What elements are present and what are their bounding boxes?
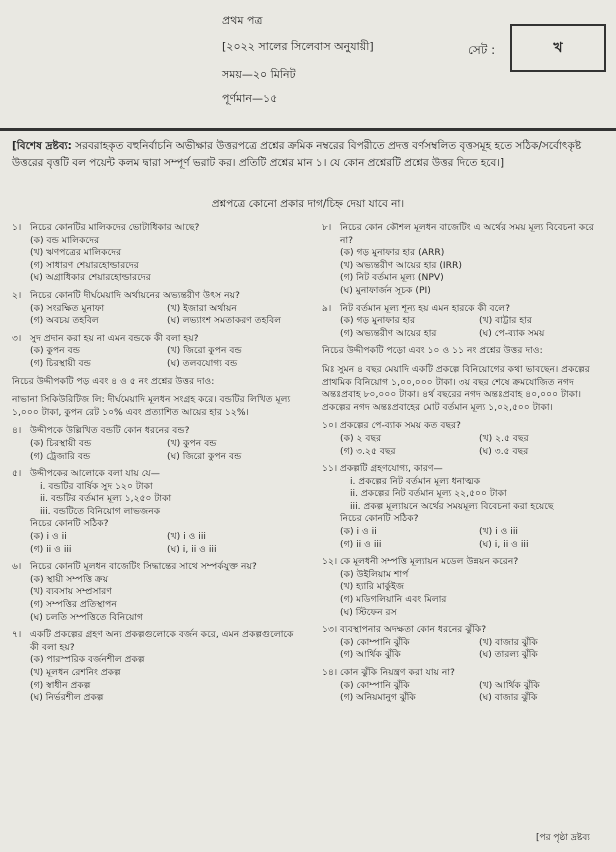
option: (গ) স্বাধীন প্রকল্প bbox=[30, 679, 91, 691]
options bbox=[322, 680, 608, 705]
question-stem bbox=[322, 624, 608, 637]
option: (ঘ) i, ii ও iii bbox=[479, 538, 529, 550]
options bbox=[12, 531, 294, 556]
options bbox=[12, 235, 294, 285]
question-stem bbox=[322, 667, 608, 680]
option: (গ) সম্পত্তির প্রতিস্থাপন bbox=[30, 599, 117, 611]
question-number: ১২। bbox=[322, 556, 338, 568]
question-text: ব্যবস্থাপনার অদক্ষতা কোন ধরনের ঝুঁকি? bbox=[340, 624, 487, 636]
marks-label: পূর্ণমান—১৫ bbox=[222, 92, 278, 105]
question-text: নিচের কোন কৌশল মূলধন বাজেটিং এ অর্থের সময় মূল্য বিবেচনা করে না? bbox=[340, 222, 594, 246]
right-column bbox=[322, 222, 608, 710]
time-label: সময়—২০ মিনিট bbox=[222, 68, 296, 81]
option: (ঘ) পে-ব্যাক সময় bbox=[479, 327, 545, 339]
option: (ঘ) তারল্য ঝুঁকি bbox=[479, 649, 538, 661]
question-stem bbox=[12, 468, 294, 481]
sub-question: নিচের কোনটি সঠিক? bbox=[340, 513, 419, 525]
question-text: প্রকল্পের পে-ব্যাক সময় কত বছর? bbox=[340, 420, 461, 432]
option: (ক) বন্ড মালিকদের bbox=[30, 234, 100, 246]
question bbox=[322, 556, 608, 619]
question-number: ১০। bbox=[322, 420, 338, 432]
option: (ক) কোম্পানি ঝুঁকি bbox=[340, 636, 410, 648]
passage-text: নাভানা সিকিউরিটিজ লি: দীর্ঘমেয়াদি মূলধন সংগ্রহ করে। বন্ডটির লিখিত মূল্য ১,০০০ টাকা, কুপন রেট ১০% এবং প্রত্যাশিত আয়ের হার ১২%। bbox=[12, 394, 291, 418]
option: (ঘ) জিরো কুপন বন্ড bbox=[167, 450, 242, 462]
question-stem bbox=[322, 463, 608, 476]
option-row bbox=[340, 692, 608, 705]
question-text: প্রকল্পটি গ্রহণযোগ্য, কারণ— bbox=[340, 463, 443, 475]
question bbox=[322, 222, 608, 298]
option-row bbox=[340, 328, 608, 341]
options bbox=[322, 315, 608, 340]
options bbox=[322, 247, 608, 297]
options bbox=[12, 654, 294, 704]
option-row bbox=[30, 544, 294, 557]
option: (ঘ) বাজার ঝুঁকি bbox=[479, 692, 538, 704]
question bbox=[12, 468, 294, 556]
passage-stem: নিচের উদ্দীপকটি পড়ো এবং ১০ ও ১১ নং প্রশ্নের উত্তর দাও: bbox=[322, 345, 543, 357]
question bbox=[322, 463, 608, 551]
option: (ঘ) মুনাফাৰ্জন সূচক (PI) bbox=[340, 284, 431, 296]
option-row bbox=[30, 438, 294, 451]
paper-title: প্রথম পত্র bbox=[222, 14, 263, 27]
instruction-body: সরবরাহকৃত বহুনির্বাচনি অভীক্ষার উত্তরপত্রে প্রশ্নের ক্রমিক নম্বরের বিপরীতে প্রদত্ত বর্ণসম্বলিত বৃত্তসমূহ হতে সঠিক/সর্বোৎকৃষ্ট উত্তরের বৃত্তটি বল পয়েন্ট কলম দ্বারা সম্পূর্ণ ভরাট কর। প্রতিটি প্রশ্নের মান ১। যে কোন প্রশ্নেরটি প্রশ্নের উত্তর দিতে হবে।] bbox=[12, 140, 582, 169]
question-number: ৭। bbox=[12, 629, 22, 641]
option: (খ) জিরো কুপন বন্ড bbox=[167, 345, 242, 357]
option: (গ) মডিগলিয়ানি এবং মিলার bbox=[340, 594, 447, 606]
question-stem bbox=[12, 425, 294, 438]
option: (ঘ) অগ্রাধিকার শেয়ারহোল্ডারদের bbox=[30, 272, 151, 284]
option-row bbox=[30, 345, 294, 358]
option: (ক) ২ বছর bbox=[340, 432, 382, 444]
question-number: ৯। bbox=[322, 302, 332, 314]
option: (ঘ) ৩.৫ বছর bbox=[479, 445, 529, 457]
option: (খ) বাট্টার হার bbox=[479, 315, 532, 327]
question-stem bbox=[322, 222, 608, 247]
option: (গ) অনিয়মানুগ ঝুঁকি bbox=[340, 692, 416, 704]
option: (ক) i ও ii bbox=[340, 526, 377, 538]
option: (গ) ii ও iii bbox=[340, 538, 382, 550]
options bbox=[12, 438, 294, 463]
option: (ক) গড় মুনাফার হার bbox=[340, 315, 416, 327]
options bbox=[12, 345, 294, 370]
option: (ঘ) নির্ভরশীল প্রকল্প bbox=[30, 692, 104, 704]
question-number: ২। bbox=[12, 289, 22, 301]
question-number: ৫। bbox=[12, 468, 22, 480]
option-row bbox=[340, 637, 608, 650]
option: (খ) আর্থিক ঝুঁকি bbox=[479, 679, 540, 691]
option-row bbox=[30, 315, 294, 328]
option: (ক) উইলিয়াম শার্প bbox=[340, 568, 409, 580]
option: (ঘ) তলবযোগ্য বন্ড bbox=[167, 357, 238, 369]
options bbox=[322, 569, 608, 619]
option-row bbox=[30, 303, 294, 316]
question-number: ১৪। bbox=[322, 667, 338, 678]
set-value: খ bbox=[553, 40, 563, 56]
option: (ঘ) লভ্যাংশ সমতাকরণ তহবিল bbox=[167, 315, 282, 327]
sub-question: নিচের কোনটি সঠিক? bbox=[30, 518, 109, 530]
question-number: ১। bbox=[12, 222, 22, 233]
option-row bbox=[340, 433, 608, 446]
option: (খ) i ও iii bbox=[479, 526, 518, 538]
question-stem bbox=[12, 290, 294, 303]
instruction-block bbox=[12, 138, 608, 172]
option: (ঘ) চলতি সম্পত্তিতে বিনিয়োগ bbox=[30, 611, 144, 623]
question bbox=[12, 333, 294, 371]
option: (খ) হ্যারি মার্কুইজ bbox=[340, 581, 405, 593]
option: (গ) চিরস্থায়ী বন্ড bbox=[30, 357, 91, 369]
question-stem bbox=[322, 420, 608, 433]
instruction-warning: প্রশ্নপত্রে কোনো প্রকার দাগ/চিহ্ন দেয়া যাবে না। bbox=[211, 198, 405, 210]
question bbox=[322, 420, 608, 458]
option: (ক) গড় মুনাফার হার (ARR) bbox=[340, 247, 445, 259]
statement: i. বন্ডটির বার্ষিক সুদ ১২০ টাকা bbox=[40, 480, 153, 492]
question-text: কে মূলধনী সম্পত্তি মূল্যায়ন মডেল উন্নয়ন করেন? bbox=[340, 556, 519, 568]
options bbox=[322, 637, 608, 662]
option-row bbox=[340, 315, 608, 328]
option-row bbox=[340, 649, 608, 662]
option: (গ) অভ্যন্তরীণ আয়ের হার bbox=[340, 327, 437, 339]
question bbox=[322, 303, 608, 341]
option-row bbox=[340, 446, 608, 459]
options bbox=[12, 303, 294, 328]
question-text: উদ্দীপকের আলোকে বলা যায় যে— bbox=[30, 468, 160, 480]
question-number: ৩। bbox=[12, 332, 22, 344]
statement: ii. বন্ডটির বর্তমান মূল্য ১,২৫০ টাকা bbox=[40, 493, 172, 505]
statement: iii. প্রকল্প মূল্যায়নে অর্থের সময়মূল্য বিবেচনা করা হয়েছে bbox=[350, 500, 554, 512]
question-text: নিচের কোনটি মূলধন বাজেটিং সিদ্ধান্তের সাথে সম্পর্কযুক্ত নয়? bbox=[30, 561, 257, 573]
left-column bbox=[12, 222, 294, 710]
question-text: কোন ঝুঁকি নিয়ন্ত্রণ করা যায় না? bbox=[340, 667, 455, 678]
option-row bbox=[30, 531, 294, 544]
question bbox=[12, 222, 294, 285]
options bbox=[322, 433, 608, 458]
option: (গ) অবচয় তহবিল bbox=[30, 315, 99, 327]
options bbox=[322, 526, 608, 551]
question-number: ১১। bbox=[322, 463, 338, 475]
question-text: নিচের কোনটির মালিকদের ভোটাধিকার আছে? bbox=[30, 222, 200, 233]
question-text: নিট বর্তমান মূল্য শূন্য হয় এমন হারকে কী বলে? bbox=[340, 302, 510, 314]
option: (খ) ২.৫ বছর bbox=[479, 432, 529, 444]
option: (ক) চিরস্থায়ী বন্ড bbox=[30, 437, 92, 449]
option: (গ) ট্রেজারি বন্ড bbox=[30, 450, 91, 462]
option: (ঘ) i, ii ও iii bbox=[167, 543, 217, 555]
option: (গ) নিট বর্তমান মূল্য (NPV) bbox=[340, 272, 444, 284]
option: (খ) ইজারা অর্থায়ন bbox=[167, 302, 237, 314]
option: (খ) বাজার ঝুঁকি bbox=[479, 636, 538, 648]
question-number: ১৩। bbox=[322, 624, 338, 636]
question-number: ৪। bbox=[12, 425, 22, 437]
options bbox=[12, 574, 294, 624]
option: (গ) আর্থিক ঝুঁকি bbox=[340, 649, 401, 661]
question bbox=[322, 667, 608, 705]
statement: i. প্রকল্পের নিট বর্তমান মূল্য ধনাত্মক bbox=[350, 475, 481, 487]
question-stem bbox=[12, 561, 294, 574]
passage-stem: নিচের উদ্দীপকটি পড় এবং ৪ ও ৫ নং প্রশ্নের উত্তর দাও: bbox=[12, 375, 215, 387]
passage-text: মিঃ সুমন ৪ বছর মেয়াদি একটি প্রকল্পে বিনিয়োগের কথা ভাবছেন। প্রকল্পের প্রাথমিক বিনিয়োগ ১,০০,০০০ টাকা। ৩য় বছর শেষে ক্রমযোজিত নগদ অন্তঃপ্রবাহ ৮০,০০০ টাকা। ৪র্থ বছরের নগদ অন্তঃপ্রবাহ ৪০,০০০ টাকা। প্রকল্পের নগদ অন্তঃপ্রবাহের মোট বর্তমান মূল্য ১,০২,৫০০ টাকা। bbox=[322, 363, 590, 413]
question bbox=[12, 629, 294, 705]
question-stem bbox=[322, 303, 608, 316]
question-stem bbox=[12, 222, 294, 235]
syllabus-note: [২০২২ সালের সিলেবাস অনুযায়ী] bbox=[222, 40, 374, 53]
question-text: একটি প্রকল্পের গ্রহণ অন্য প্রকল্পগুলোকে বর্জন করে, এমন প্রকল্পগুলোকে কী বলা হয়? bbox=[30, 629, 294, 653]
question-text: সুদ প্রদান করা হয় না এমন বন্ডকে কী বলা হয়? bbox=[30, 332, 199, 344]
question-stem bbox=[12, 629, 294, 654]
option-row bbox=[30, 358, 294, 371]
set-box bbox=[510, 24, 606, 72]
option: (ক) কুপন বন্ড bbox=[30, 345, 81, 357]
statement: iii. বন্ডটিতে বিনিয়োগ লাভজনক bbox=[40, 505, 161, 517]
option-row bbox=[340, 539, 608, 552]
option-row bbox=[30, 451, 294, 464]
option: (খ) কুপন বন্ড bbox=[167, 437, 217, 449]
question-text: উদ্দীপকে উল্লিখিত বন্ডটি কোন ধরনের বন্ড? bbox=[30, 425, 190, 437]
question-stem bbox=[322, 556, 608, 569]
question-number: ৮। bbox=[322, 222, 332, 233]
option: (ক) কোম্পানি ঝুঁকি bbox=[340, 679, 410, 691]
statement: ii. প্রকল্পের নিট বর্তমান মূল্য ২২,৫০০ টাকা bbox=[350, 488, 507, 500]
question-number: ৬। bbox=[12, 561, 22, 573]
option: (খ) ব্যবসায় সম্প্রসারণ bbox=[30, 586, 112, 598]
option: (গ) সাধারণ শেয়ারহোল্ডারদের bbox=[30, 259, 139, 271]
header-divider bbox=[0, 128, 616, 131]
question-stem bbox=[12, 333, 294, 346]
option-row bbox=[340, 526, 608, 539]
option: (গ) ii ও iii bbox=[30, 543, 72, 555]
question bbox=[322, 624, 608, 662]
question bbox=[12, 290, 294, 328]
option: (খ) অভ্যন্তরীণ আয়ের হার (IRR) bbox=[340, 259, 462, 271]
option: (ক) i ও ii bbox=[30, 531, 67, 543]
question bbox=[12, 425, 294, 463]
option: (গ) ৩.২৫ বছর bbox=[340, 445, 396, 457]
next-page-note: [পর পৃষ্ঠা দ্রষ্টব্য bbox=[536, 833, 590, 843]
question bbox=[12, 561, 294, 624]
option: (ক) স্থায়ী সম্পত্তি ক্রয় bbox=[30, 573, 109, 585]
option: (খ) ঋণপত্রের মালিকদের bbox=[30, 247, 122, 259]
option-row bbox=[340, 680, 608, 693]
option: (খ) i ও iii bbox=[167, 531, 206, 543]
set-label: সেট : bbox=[468, 43, 496, 57]
option: (খ) মূলধন রেশনিং প্রকল্প bbox=[30, 667, 121, 678]
option: (ক) সংরক্ষিত মুনাফা bbox=[30, 302, 105, 314]
instruction-title: [বিশেষ দ্রষ্টব্য: bbox=[12, 140, 72, 152]
option: (ঘ) স্টিফেন রস bbox=[340, 606, 397, 618]
question-text: নিচের কোনটি দীর্ঘমেয়াদি অর্থায়নের অভ্যন্তরীণ উৎস নয়? bbox=[30, 289, 240, 301]
option: (ক) পারস্পরিক বর্জনশীল প্রকল্প bbox=[30, 654, 145, 666]
